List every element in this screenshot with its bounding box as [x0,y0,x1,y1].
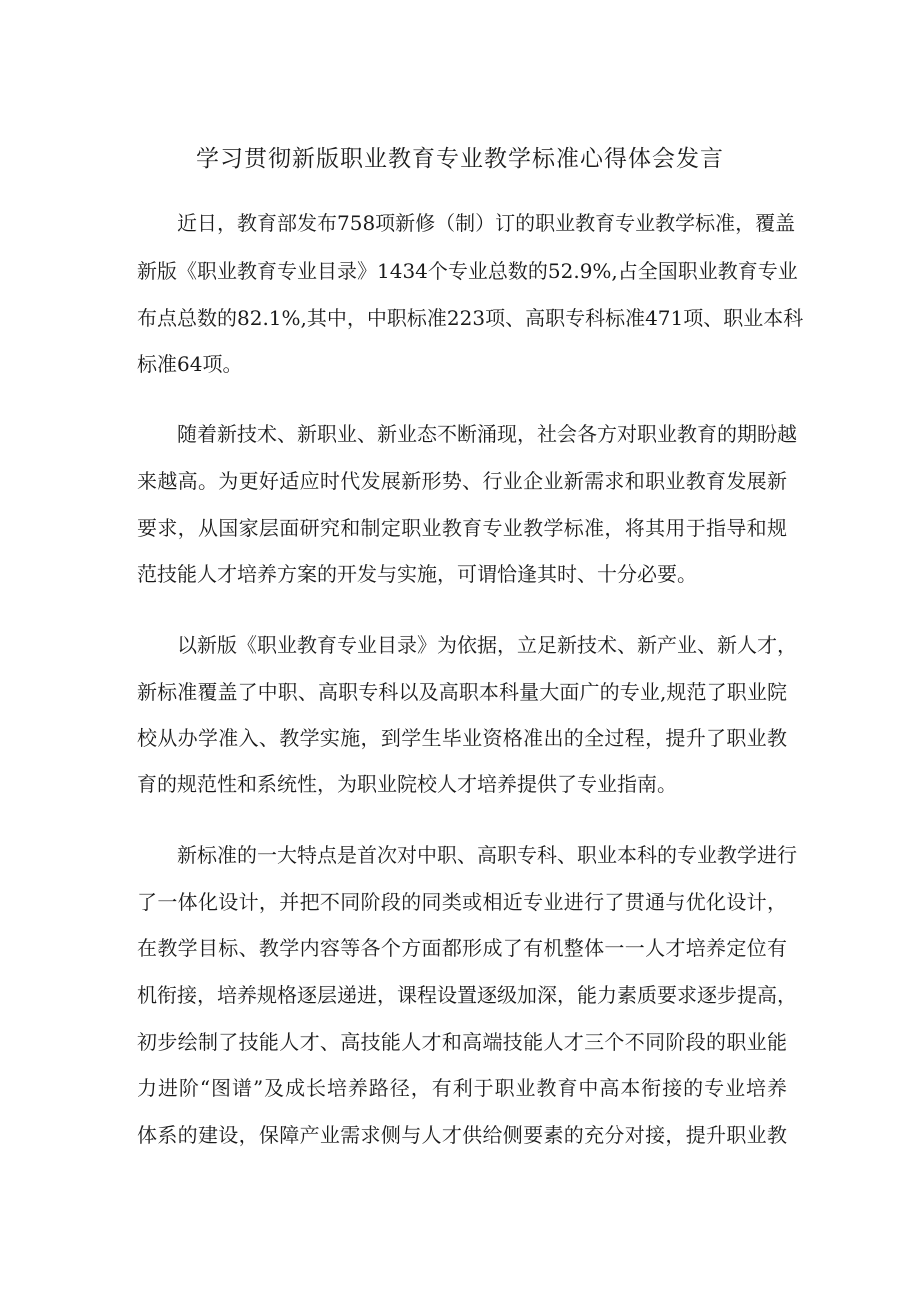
paragraph-3-line-4: 育的规范性和系统性，为职业院校人才培养提供了专业指南。 [137,772,677,796]
paragraph-1-line-1: 近日，教育部发布758项新修（制）订的职业教育专业教学标准，覆盖 [177,211,796,235]
paragraph-1-line-2: 新版《职业教育专业目录》1434个专业总数的52.9%,占全国职业教育专业 [137,259,798,283]
paragraph-2-line-2: 来越高。为更好适应时代发展新形势、行业企业新需求和职业教育发展新 [137,469,787,493]
document-title: 学习贯彻新版职业教育专业教学标准心得体会发言 [196,146,724,172]
paragraph-4-line-3: 在教学目标、教学内容等各个方面都形成了有机整体一一人才培养定位有 [137,936,787,960]
paragraph-4-line-2: 了一体化设计，并把不同阶段的同类或相近专业进行了贯通与优化设计， [137,890,787,914]
paragraph-2-line-4: 范技能人才培养方案的开发与实施，可谓恰逢其时、十分必要。 [137,562,697,586]
paragraph-1-line-4: 标准64项。 [137,352,243,376]
paragraph-4-line-5: 初步绘制了技能人才、高技能人才和高端技能人才三个不同阶段的职业能 [137,1030,787,1054]
paragraph-1-line-3: 布点总数的82.1%,其中，中职标准223项、高职专科标准471项、职业本科 [137,306,804,330]
paragraph-2-line-1: 随着新技术、新职业、新业态不断涌现，社会各方对职业教育的期盼越 [177,422,797,446]
paragraph-4-line-7: 体系的建设，保障产业需求侧与人才供给侧要素的充分对接，提升职业教 [137,1123,787,1147]
paragraph-2-line-3: 要求，从国家层面研究和制定职业教育专业教学标准，将其用于指导和规 [137,516,787,540]
paragraph-3-line-3: 校从办学准入、教学实施，到学生毕业资格准出的全过程，提升了职业教 [137,726,787,750]
paragraph-3-line-2: 新标准覆盖了中职、高职专科以及高职本科量大面广的专业,规范了职业院 [137,680,787,704]
paragraph-3-line-1: 以新版《职业教育专业目录》为依据，立足新技术、新产业、新人才， [177,633,797,657]
paragraph-4-line-4: 机衔接，培养规格逐层递进，课程设置逐级加深，能力素质要求逐步提高， [137,983,797,1007]
paragraph-4-line-6: 力进阶“图谱”及成长培养路径，有利于职业教育中高本衔接的专业培养 [137,1076,787,1100]
paragraph-4-line-1: 新标准的一大特点是首次对中职、高职专科、职业本科的专业教学进行 [177,843,797,867]
